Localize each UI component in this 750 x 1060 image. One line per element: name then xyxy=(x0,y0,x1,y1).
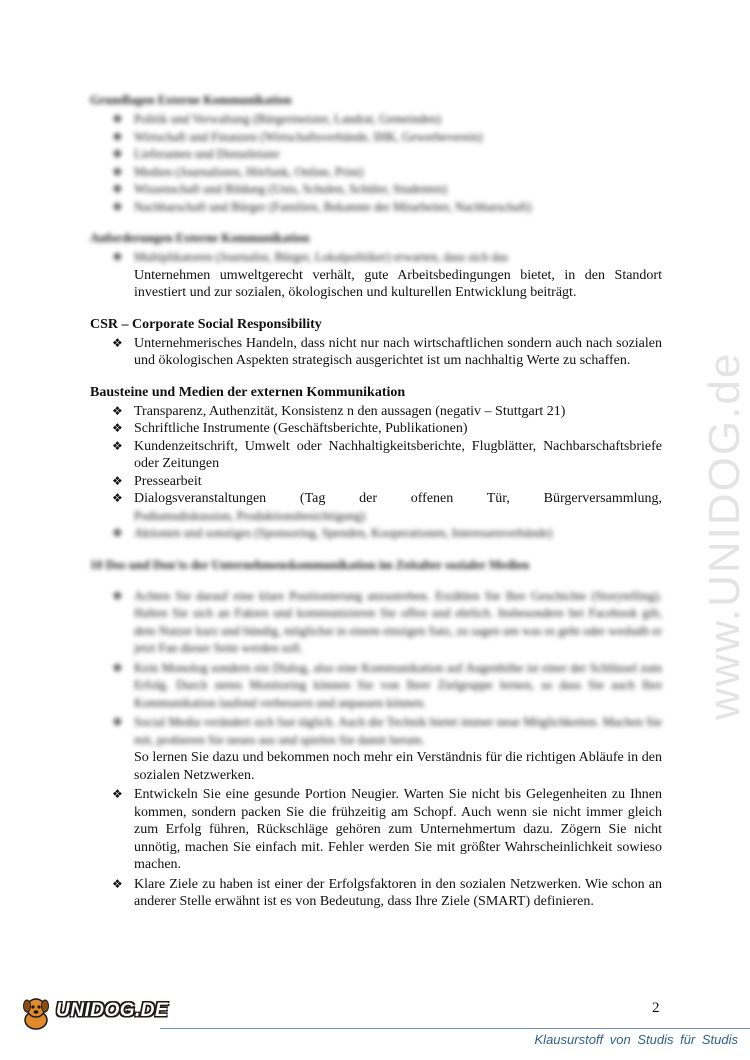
list-item-text: Klare Ziele zu haben ist einer der Erfolgsfaktoren in den sozialen Netzwerken. Wie schon an anderer Stelle erwähnt ist es von Bedeutung, dass Ihre Ziele (SMART) definieren. xyxy=(134,876,662,909)
bullet-icon: ❖ xyxy=(112,491,123,505)
list-item-text: Kundenzeitschrift, Umwelt oder Nachhaltigkeitsberichte, Flugblätter, Nachbarschaftsbriefe oder Zeitungen xyxy=(134,438,662,471)
list-item xyxy=(90,111,662,129)
bullet-icon: ❖ xyxy=(112,164,123,179)
bullet-list xyxy=(90,403,662,543)
list-item xyxy=(90,164,662,182)
bullet-list xyxy=(90,588,662,911)
dog-icon xyxy=(18,994,58,1034)
bullet-icon: ❖ xyxy=(112,335,123,350)
bullet-icon: ❖ xyxy=(112,660,123,675)
bullet-icon: ❖ xyxy=(112,473,123,488)
list-item-text-blurred: Multiplikatoren (Journalist, Bürger, Lokalpolitiker) erwarten, dass sich das xyxy=(134,250,509,264)
bullet-list xyxy=(90,249,662,302)
bullet-icon: ❖ xyxy=(112,182,123,196)
bullet-icon: ❖ xyxy=(112,876,123,891)
list-item-text: Transparenz, Authenzität, Konsistenz n den aussagen (negativ – Stuttgart 21) xyxy=(134,403,566,419)
list-item xyxy=(90,473,662,491)
bullet-icon: ❖ xyxy=(112,715,123,729)
list-item-text: Wirtschaft und Finanzen (Wirtschaftsverbände, IHK, Gewerbeverein) xyxy=(134,129,483,144)
footer-divider xyxy=(160,1028,750,1029)
logo xyxy=(18,994,169,1034)
section-csr xyxy=(90,316,662,370)
list-item-text: Unternehmerisches Handeln, dass nicht nur nach wirtschaftlichen sondern auch nach sozialen und ökologischen Aspekten strategisch ausgerichtet ist um nachhaltig Werte zu schaffen. xyxy=(134,335,662,368)
list-item-text: Entwickeln Sie eine gesunde Portion Neugier. Warten Sie nicht bis Gelegenheiten zu Ihnen kommen, sondern packen Sie die frühzeitig am Schopf. Auch wenn sie nicht immer gleich zum Erfolg führen, Rückschläge gehören zum Unternehmertum dazu. Zögern Sie nicht unnötig, machen Sie einfach mit. Fehler werden Sie mit größter Wahrscheinlichkeit sowieso machen. xyxy=(134,787,662,872)
list-item xyxy=(90,438,662,473)
list-item xyxy=(90,786,662,874)
list-item xyxy=(90,660,662,713)
logo-text: UNIDOG.DE xyxy=(56,1000,169,1021)
list-item xyxy=(90,335,662,370)
list-item-text-blurred: Social Media verändert sich fast täglich. Auch die Technik bietet immer neue Möglichkeiten. Machen Sie mit, probieren Sie neues aus und spielen Sie damit herum. xyxy=(134,715,662,747)
list-item xyxy=(90,876,662,911)
list-item-text: Pressearbeit xyxy=(134,473,202,489)
list-item-text: So lernen Sie dazu und bekommen noch mehr ein Verständnis für die richtigen Abläufe in den sozialen Netzwerken. xyxy=(134,750,662,783)
list-item-text: Kein Monolog sondern ein Dialog, also eine Kommunikation auf Augenhöhe ist einer der Schlüssel zum Erfolg. Durch stetes Monitoring können Sie von Ihrer Zielgruppe lernen, so dass Sie auch Ihre Kommunikation laufend verbessern und anpassen können. xyxy=(134,660,662,710)
list-item-text-blurred: Podiumsdiskussion, Produktionsbesichtigung) xyxy=(134,508,366,523)
page-content xyxy=(90,92,662,925)
bullet-icon: ❖ xyxy=(112,438,123,453)
list-item xyxy=(90,129,662,147)
bullet-icon: ❖ xyxy=(112,147,123,161)
list-item-text: Schriftliche Instrumente (Geschäftsberichte, Publikationen) xyxy=(134,421,468,436)
watermark: www.UNIDOG.de xyxy=(700,351,749,720)
bullet-list xyxy=(90,335,662,370)
bullet-icon: ❖ xyxy=(112,403,123,418)
list-item xyxy=(90,199,662,217)
list-item xyxy=(90,714,662,784)
list-item xyxy=(90,490,662,525)
list-item-text: Politik und Verwaltung (Bürgermeister, Landrat, Gemeinden) xyxy=(134,112,441,126)
bullet-icon: ❖ xyxy=(112,199,123,214)
bullet-icon: ❖ xyxy=(112,129,123,144)
section-heading: CSR – Corporate Social Responsibility xyxy=(90,316,322,332)
bullet-icon: ❖ xyxy=(112,787,123,801)
list-item xyxy=(90,525,662,543)
list-item-text: Nachbarschaft und Bürger (Familien, Bekannte der Mitarbeiter, Nachbarschaft) xyxy=(134,199,532,214)
list-item-text: Wissenschaft und Bildung (Unis, Schulen, Schüler, Studenten) xyxy=(134,182,448,196)
bullet-list xyxy=(90,111,662,216)
section-heading: 10 Dos und Don'ts der Unternehmenskommunikation im Zeitalter sozialer Medien xyxy=(90,557,530,572)
list-item-text: Medien (Journalisten, Hörfunk, Online, Print) xyxy=(134,164,364,179)
bullet-icon: ❖ xyxy=(112,588,123,603)
section-heading: Bausteine und Medien der externen Kommunikation xyxy=(90,384,406,400)
list-item xyxy=(90,146,662,164)
bullet-icon: ❖ xyxy=(112,526,123,540)
bullet-icon: ❖ xyxy=(112,112,123,126)
list-item xyxy=(90,249,662,302)
list-item xyxy=(90,420,662,438)
list-item-text: Aktionen und sonstiges (Sponsoring, Spenden, Kooperationen, Interessenverbände) xyxy=(134,526,553,540)
list-item-text: Achten Sie darauf eine klare Positionierung anzustreben. Erzählen Sie Ihre Geschichte (Storytelling). Halten Sie sich an Fakten und kommunizieren Sie offen und ehrlich. Insbesondere bei Facebook gilt, dem Nutzer kurz und bündig, möglichst in einem einzigen Satz, zu sagen um was es geht oder weshalb er jetzt Fan dieser Seite werden soll. xyxy=(134,588,662,655)
section-bausteine xyxy=(90,384,662,543)
section-anforderungen xyxy=(90,230,662,302)
footer-tagline: Klausurstoff von Studis für Studis xyxy=(534,1032,738,1047)
bullet-icon: ❖ xyxy=(112,250,123,264)
section-grundlagen xyxy=(90,92,662,216)
list-item-text: Dialogsveranstaltungen (Tag der offenen Tür, Bürgerversammlung, xyxy=(134,491,662,506)
list-item xyxy=(90,181,662,199)
section-dos-donts xyxy=(90,557,662,911)
page-number: 2 xyxy=(652,1000,660,1016)
list-item-text: Lieferanten und Dienstleister xyxy=(134,147,280,161)
section-heading: Anforderungen Externe Kommunikation xyxy=(90,231,310,245)
list-item xyxy=(90,588,662,658)
list-item xyxy=(90,403,662,421)
section-heading: Grundlagen Externe Kommunikation xyxy=(90,93,292,107)
bullet-icon: ❖ xyxy=(112,421,123,435)
list-item-text: Unternehmen umweltgerecht verhält, gute Arbeitsbedingungen bietet, in den Standort investiert und zur sozialen, ökologischen und kulturellen Entwicklung beiträgt. xyxy=(134,267,662,300)
